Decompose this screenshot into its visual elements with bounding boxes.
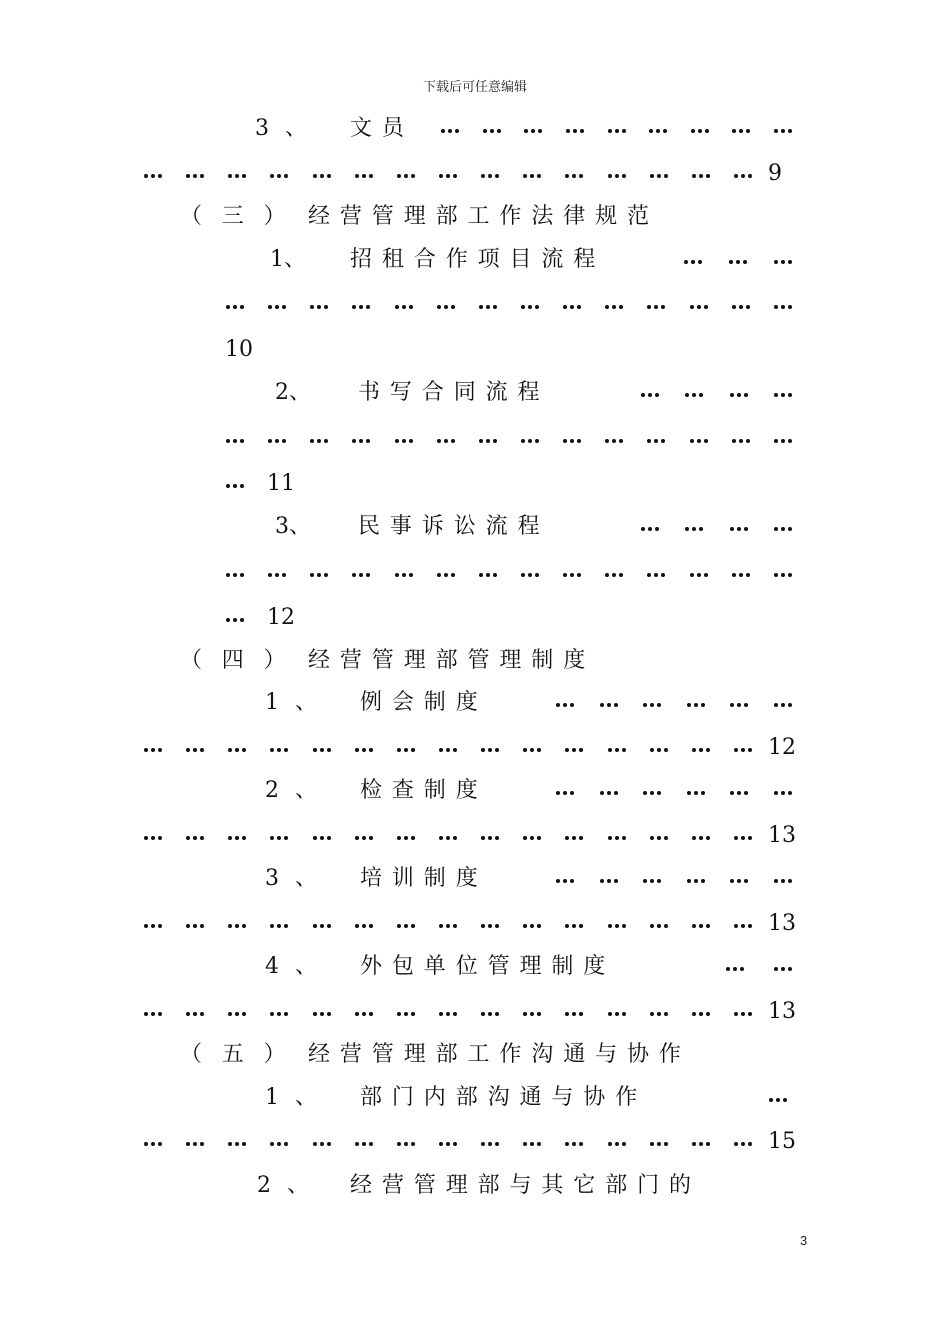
dot-leader bbox=[555, 688, 792, 718]
toc-line bbox=[0, 290, 950, 320]
dot-leader bbox=[143, 997, 752, 1027]
toc-section-label: （五） bbox=[180, 1042, 306, 1067]
toc-page-number: 13 bbox=[768, 999, 796, 1024]
dot-leader bbox=[725, 952, 792, 982]
toc-item-separator: 、 bbox=[295, 1085, 318, 1110]
dot-leader bbox=[143, 821, 752, 851]
dot-leader bbox=[640, 378, 792, 408]
dot-leader bbox=[143, 159, 752, 189]
toc-item-title: 书写合同流程 bbox=[358, 380, 550, 405]
toc-section-title: 经营管理部工作法律规范 bbox=[308, 204, 659, 229]
toc-item-title: 民事诉讼流程 bbox=[358, 514, 550, 539]
toc-section-label: （三） bbox=[180, 204, 306, 229]
toc-line bbox=[0, 1040, 950, 1070]
toc-line bbox=[0, 688, 950, 718]
page-number: 3 bbox=[800, 1233, 808, 1248]
toc-item-number: 3、 bbox=[275, 514, 311, 539]
toc-item-separator: 、 bbox=[295, 690, 318, 715]
toc-line bbox=[0, 733, 950, 763]
toc-page-number: 10 bbox=[225, 337, 253, 362]
toc-section-title: 经营管理部工作沟通与协作 bbox=[308, 1042, 691, 1067]
toc-item-title: 检查制度 bbox=[360, 778, 488, 803]
toc-item-number: 1、 bbox=[270, 247, 306, 272]
toc-line bbox=[0, 1083, 950, 1113]
toc-section-title: 经营管理部管理制度 bbox=[308, 648, 596, 673]
toc-item-number: 4 bbox=[265, 954, 279, 979]
toc-item-title: 部门内部沟通与协作 bbox=[360, 1085, 648, 1110]
toc-line bbox=[0, 646, 950, 676]
dot-leader bbox=[683, 245, 792, 275]
toc-line bbox=[0, 378, 950, 408]
toc-line bbox=[0, 864, 950, 894]
toc-page-number: 15 bbox=[768, 1129, 796, 1154]
toc-item-separator: 、 bbox=[287, 1173, 310, 1198]
toc-page-number: 12 bbox=[267, 605, 295, 630]
toc-line bbox=[0, 603, 950, 633]
toc-line bbox=[0, 1171, 950, 1201]
toc-line bbox=[0, 1127, 950, 1157]
toc-page-number: 13 bbox=[768, 823, 796, 848]
dot-leader bbox=[143, 733, 752, 763]
toc-line bbox=[0, 159, 950, 189]
toc-line bbox=[0, 558, 950, 588]
toc-item-number: 3 bbox=[265, 866, 279, 891]
toc-line bbox=[0, 512, 950, 542]
toc-line bbox=[0, 469, 950, 499]
toc-item-number: 2、 bbox=[275, 380, 311, 405]
toc-page-number: 9 bbox=[768, 161, 782, 186]
toc-line bbox=[0, 821, 950, 851]
toc-page-number: 12 bbox=[768, 735, 796, 760]
dot-leader bbox=[225, 290, 792, 320]
dot-leader bbox=[143, 909, 752, 939]
toc-item-title: 外包单位管理制度 bbox=[360, 954, 616, 979]
toc-item-separator: 、 bbox=[295, 866, 318, 891]
dot-leader bbox=[440, 114, 792, 144]
dot-leader bbox=[225, 424, 792, 454]
toc-item-number: 3 bbox=[255, 116, 269, 141]
toc-line bbox=[0, 997, 950, 1027]
toc-item-separator: 、 bbox=[295, 954, 318, 979]
toc-item-separator: 、 bbox=[285, 116, 308, 141]
toc-line bbox=[0, 245, 950, 275]
dot-leader bbox=[555, 776, 792, 806]
toc-item-title: 文员 bbox=[350, 116, 414, 141]
dot-leader bbox=[225, 603, 245, 633]
toc-item-title: 例会制度 bbox=[360, 690, 488, 715]
page-header: 下载后可任意编辑 bbox=[422, 80, 527, 95]
toc-line bbox=[0, 952, 950, 982]
toc-page-number: 11 bbox=[267, 471, 295, 496]
toc-line bbox=[0, 424, 950, 454]
toc-item-separator: 、 bbox=[295, 778, 318, 803]
toc-item-title: 经营管理部与其它部门的 bbox=[350, 1173, 701, 1198]
toc-item-number: 2 bbox=[257, 1173, 271, 1198]
toc-line bbox=[0, 776, 950, 806]
dot-leader bbox=[143, 1127, 752, 1157]
dot-leader bbox=[768, 1083, 792, 1113]
dot-leader bbox=[225, 469, 245, 499]
dot-leader bbox=[640, 512, 792, 542]
toc-line bbox=[0, 202, 950, 232]
toc-item-title: 培训制度 bbox=[360, 866, 488, 891]
toc-page-number: 13 bbox=[768, 911, 796, 936]
toc-item-number: 1 bbox=[265, 690, 279, 715]
toc-line bbox=[0, 335, 950, 365]
dot-leader bbox=[225, 558, 792, 588]
toc-line bbox=[0, 909, 950, 939]
toc-item-number: 2 bbox=[265, 778, 279, 803]
dot-leader bbox=[555, 864, 792, 894]
toc-item-title: 招租合作项目流程 bbox=[350, 247, 606, 272]
toc-item-number: 1 bbox=[265, 1085, 279, 1110]
toc-section-label: （四） bbox=[180, 648, 306, 673]
toc-line bbox=[0, 114, 950, 144]
